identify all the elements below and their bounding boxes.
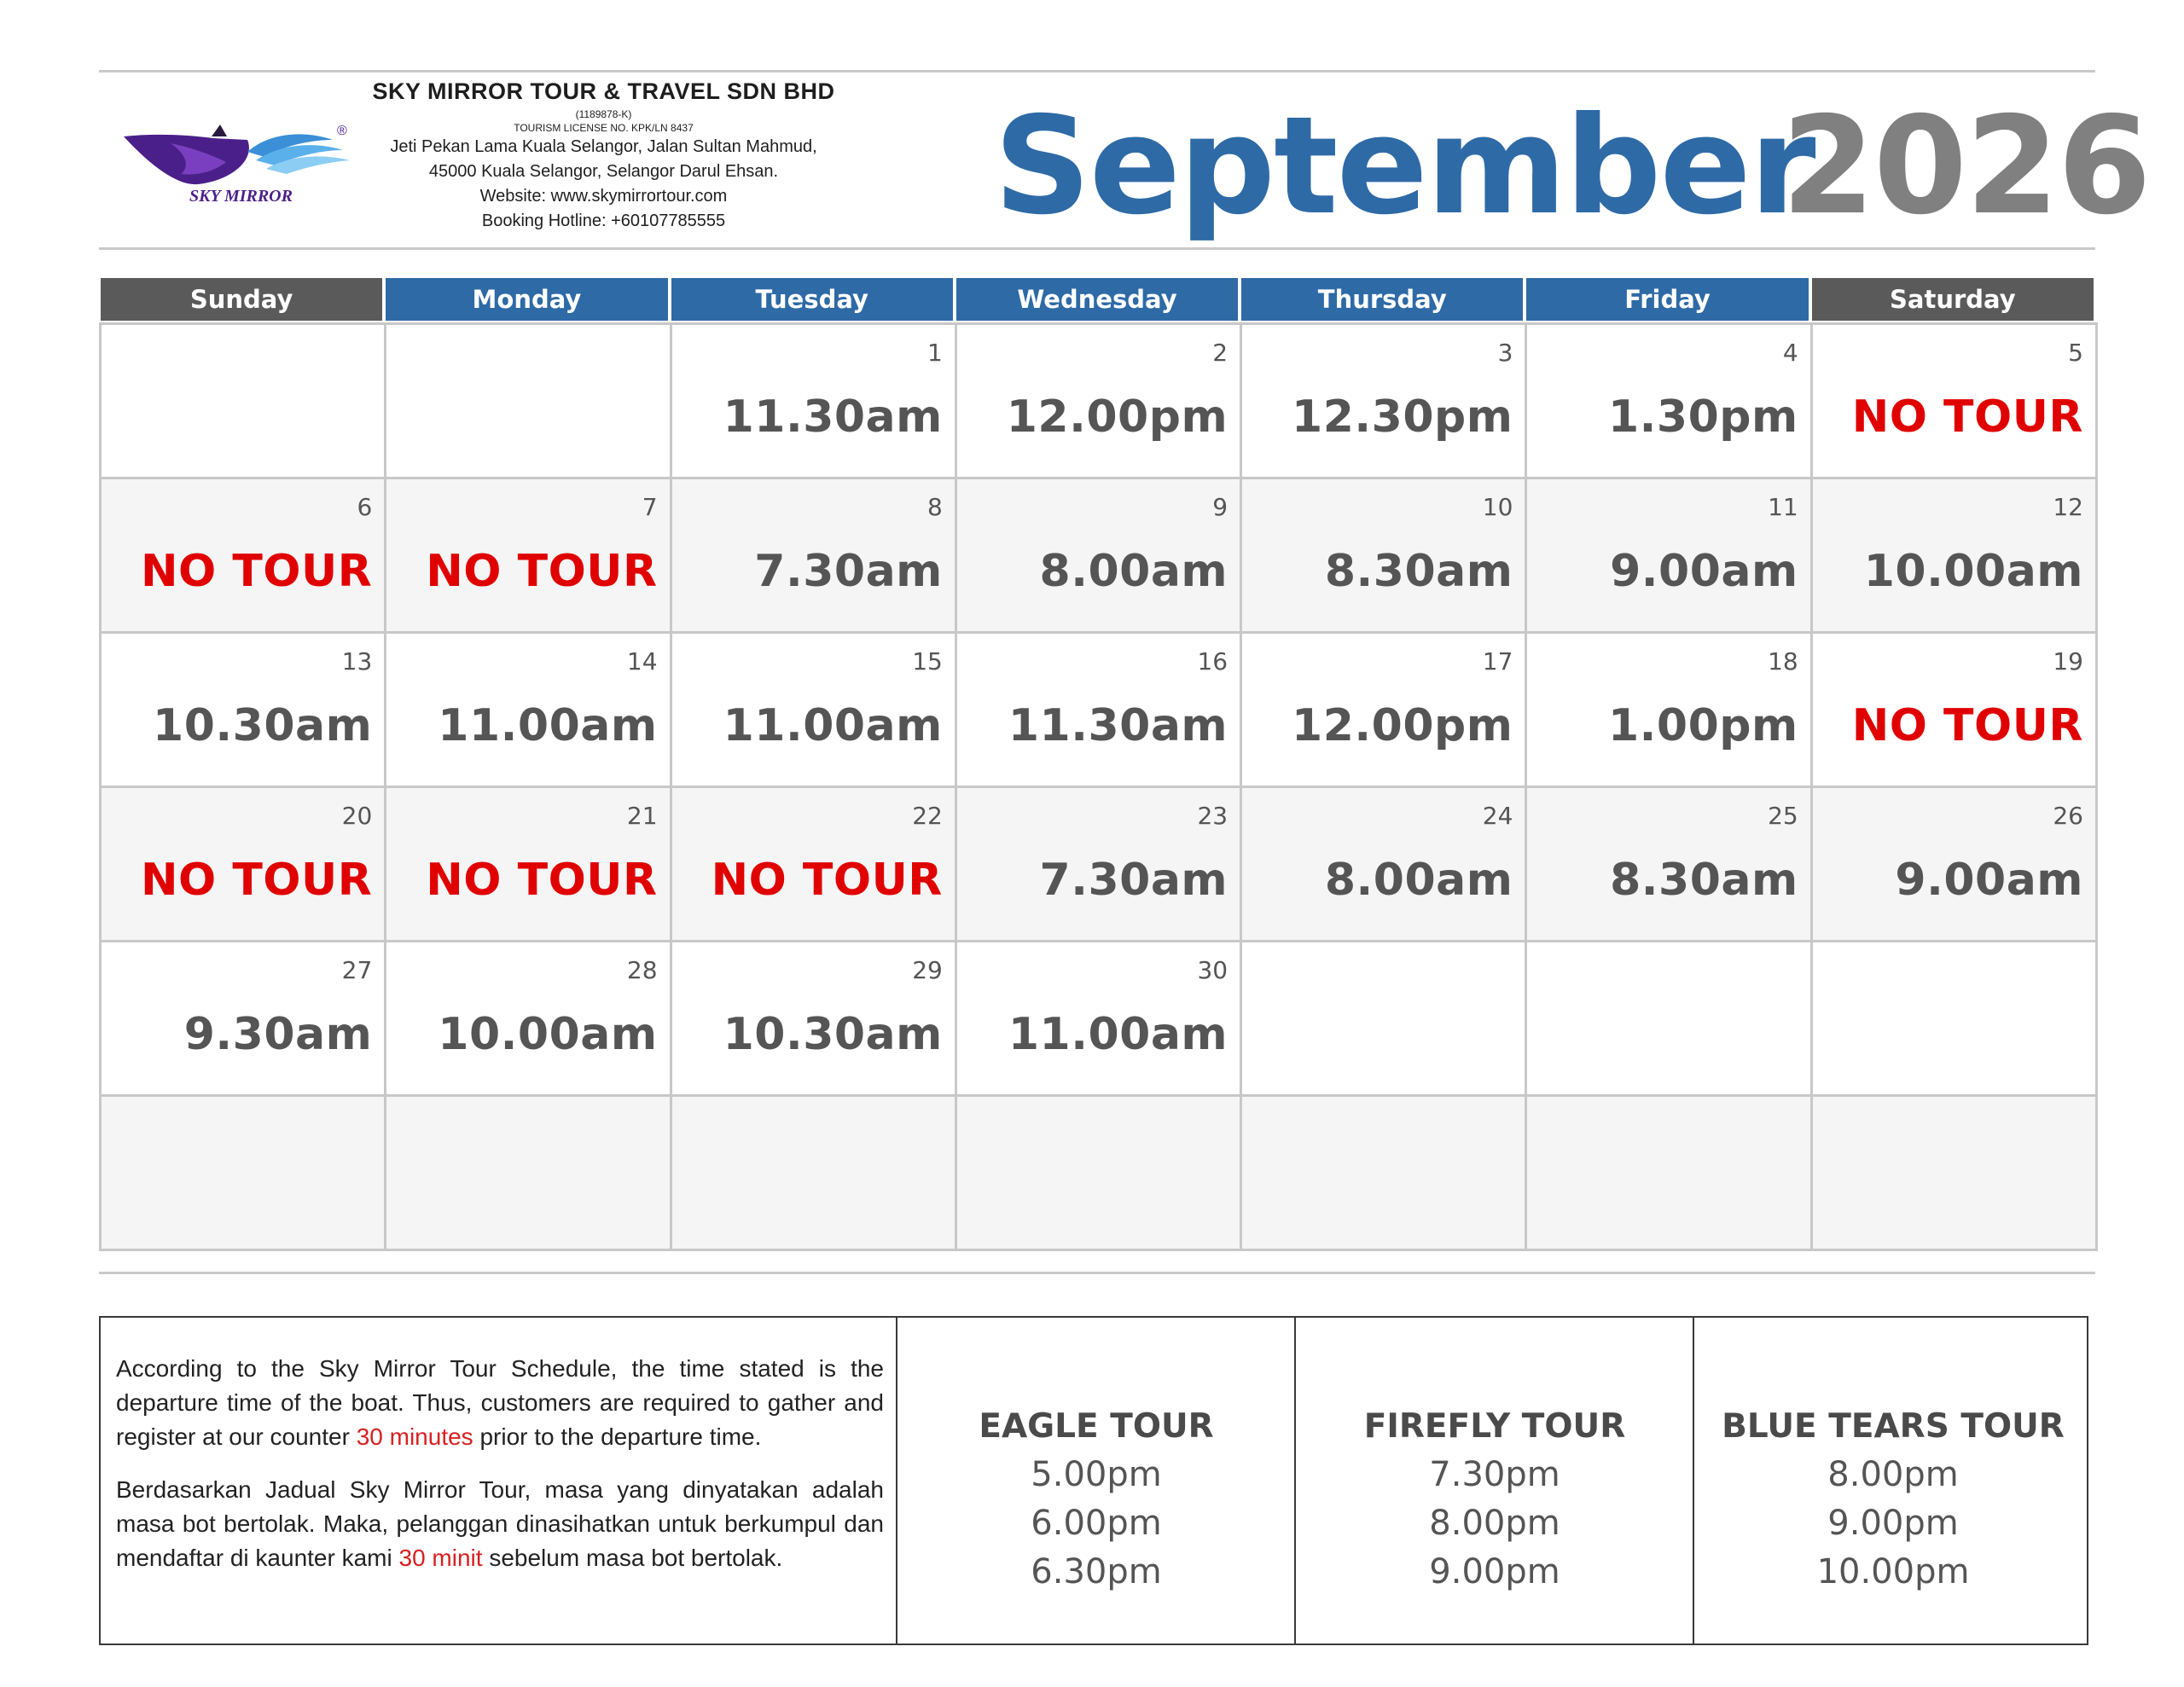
calendar-empty-cell (384, 322, 671, 479)
tour-time: 6.00pm (1031, 1504, 1162, 1543)
calendar-empty-cell (955, 1094, 1242, 1251)
day-number: 24 (1482, 802, 1513, 830)
calendar-day-24 (1240, 786, 1527, 942)
departure-time: 10.00am (438, 1009, 658, 1060)
tourism-license: TOURISM LICENSE NO. KPK/LN 8437 (514, 122, 694, 134)
no-tour-label: NO TOUR (141, 855, 373, 906)
note-malay-text: Berdasarkan Jadual Sky Mirror Tour, masa yang dinyatakan adalah masa bot bertolak. Maka, pelanggan dinasihatkan untuk berkumpul dan mendaftar di kaunter kami (116, 1476, 884, 1571)
year-title: 2026 (1781, 88, 2150, 245)
departure-time: 7.30am (1039, 855, 1228, 906)
day-number: 19 (2053, 647, 2083, 675)
day-number: 28 (626, 956, 658, 984)
day-number: 27 (341, 956, 373, 984)
departure-time: 1.00pm (1607, 700, 1798, 751)
booking-hotline: Booking Hotline: +60107785555 (481, 212, 726, 230)
calendar-grid (99, 278, 2095, 1247)
calendar-day-2 (955, 322, 1242, 479)
calendar-empty-cell (99, 322, 386, 479)
calendar-day-16 (955, 631, 1242, 788)
calendar-day-1 (670, 322, 957, 479)
note-english (116, 1352, 884, 1454)
calendar-day-21 (384, 786, 671, 942)
no-tour-label: NO TOUR (426, 546, 658, 597)
note-malay-highlight: 30 minit (398, 1545, 483, 1571)
tour-time: 9.00pm (1429, 1552, 1560, 1591)
no-tour-label: NO TOUR (1851, 700, 2083, 751)
calendar-day-4 (1525, 322, 1812, 479)
calendar-day-12 (1810, 477, 2098, 634)
note-malay-tail: sebelum masa bot bertolak. (482, 1545, 783, 1571)
calendar-day-28 (384, 940, 671, 1097)
departure-time: 11.30am (723, 391, 943, 443)
calendar-day-23 (955, 786, 1242, 942)
calendar-day-11 (1525, 477, 1812, 634)
calendar-day-6 (99, 477, 386, 634)
day-number: 22 (912, 802, 943, 830)
day-number: 16 (1197, 647, 1228, 675)
departure-time: 12.00pm (1006, 391, 1228, 443)
departure-time: 8.30am (1324, 546, 1513, 597)
no-tour-label: NO TOUR (426, 855, 658, 906)
calendar-day-8 (670, 477, 957, 634)
no-tour-label: NO TOUR (141, 546, 373, 597)
calendar-day-19 (1810, 631, 2098, 788)
no-tour-label: NO TOUR (1851, 391, 2083, 443)
day-number: 7 (642, 493, 658, 521)
departure-notes (116, 1352, 884, 1594)
departure-time: 11.00am (723, 700, 943, 751)
calendar-day-18 (1525, 631, 1812, 788)
company-name: SKY MIRROR TOUR & TRAVEL SDN BHD (372, 78, 835, 104)
departure-time: 11.30am (1008, 700, 1228, 751)
calendar-empty-cell (670, 1094, 957, 1251)
day-header-thursday: Thursday (1241, 278, 1523, 321)
note-malay (116, 1473, 884, 1575)
calendar-day-5 (1810, 322, 2098, 479)
day-number: 21 (626, 802, 658, 830)
day-header-saturday: Saturday (1812, 278, 2094, 321)
tour-time: 6.30pm (1031, 1552, 1162, 1591)
day-number: 1 (927, 339, 943, 367)
departure-time: 10.30am (153, 700, 373, 751)
calendar-empty-cell (1240, 1094, 1527, 1251)
day-header-monday: Monday (386, 278, 667, 321)
departure-time: 12.00pm (1292, 700, 1513, 751)
tour-time: 7.30pm (1429, 1455, 1560, 1494)
calendar-day-30 (955, 940, 1242, 1097)
tour-time: 8.00pm (1827, 1455, 1959, 1494)
calendar-bottom-rule (99, 1272, 2095, 1274)
day-number: 10 (1482, 493, 1513, 521)
info-box (99, 1316, 2088, 1645)
tour-name: EAGLE TOUR (979, 1407, 1214, 1446)
day-number: 18 (1768, 647, 1798, 675)
registration-number: (1189878-K) (575, 108, 632, 120)
tour-time: 10.00pm (1816, 1552, 1970, 1591)
tour-eagle (897, 1403, 1295, 1597)
address-line-1: Jeti Pekan Lama Kuala Selangor, Jalan Sultan Mahmud, (390, 137, 817, 156)
calendar-day-27 (99, 940, 386, 1097)
calendar-day-15 (670, 631, 957, 788)
day-number: 6 (357, 493, 373, 521)
tour-blue-tears (1694, 1403, 2092, 1597)
departure-time: 12.30pm (1292, 391, 1513, 443)
calendar-day-25 (1525, 786, 1812, 942)
day-header-sunday: Sunday (101, 278, 382, 321)
day-header-wednesday: Wednesday (956, 278, 1238, 321)
day-number: 2 (1212, 339, 1228, 367)
day-number: 12 (2053, 493, 2083, 521)
month-title: September (994, 88, 1815, 245)
day-number: 23 (1197, 802, 1228, 830)
top-rule (99, 70, 2095, 72)
departure-time: 11.00am (438, 700, 658, 751)
calendar-empty-cell (1525, 940, 1812, 1097)
day-number: 15 (912, 647, 943, 675)
calendar-empty-cell (1240, 940, 1527, 1097)
day-number: 20 (341, 802, 373, 830)
departure-time: 8.30am (1610, 855, 1798, 906)
calendar-empty-cell (1810, 940, 2098, 1097)
calendar-day-20 (99, 786, 386, 942)
calendar-empty-cell (384, 1094, 671, 1251)
tour-name: BLUE TEARS TOUR (1722, 1407, 2065, 1446)
departure-time: 9.30am (183, 1009, 373, 1060)
day-number: 4 (1782, 339, 1798, 367)
calendar-empty-cell (1525, 1094, 1812, 1251)
no-tour-label: NO TOUR (711, 855, 943, 906)
calendar-day-9 (955, 477, 1242, 634)
day-number: 5 (2068, 339, 2083, 367)
day-number: 11 (1768, 493, 1798, 521)
day-number: 9 (1212, 493, 1228, 521)
note-english-text: According to the Sky Mirror Tour Schedule, the time stated is the departure time of the boat. Thus, customers are required to gather and register at our counter (116, 1355, 884, 1450)
calendar-day-14 (384, 631, 671, 788)
tour-firefly (1296, 1403, 1693, 1597)
departure-time: 7.30am (754, 546, 943, 597)
departure-time: 10.00am (1863, 546, 2083, 597)
calendar-day-22 (670, 786, 957, 942)
sky-mirror-logo (119, 118, 367, 203)
day-number: 30 (1197, 956, 1228, 984)
note-english-tail: prior to the departure time. (473, 1423, 762, 1450)
tour-time: 5.00pm (1031, 1455, 1162, 1494)
day-number: 26 (2053, 802, 2083, 830)
note-english-highlight: 30 minutes (356, 1423, 473, 1450)
calendar-day-3 (1240, 322, 1527, 479)
registered-mark: ® (337, 124, 347, 138)
calendar-day-13 (99, 631, 386, 788)
day-header-tuesday: Tuesday (671, 278, 953, 321)
calendar-day-29 (670, 940, 957, 1097)
calendar-day-7 (384, 477, 671, 634)
calendar-day-10 (1240, 477, 1527, 634)
departure-time: 1.30pm (1607, 391, 1798, 443)
day-number: 14 (626, 647, 658, 675)
logo-text: SKY MIRROR (189, 187, 293, 203)
departure-time: 8.00am (1324, 855, 1513, 906)
website: Website: www.skymirrortour.com (479, 187, 728, 206)
calendar-empty-cell (99, 1094, 386, 1251)
day-header-friday: Friday (1526, 278, 1808, 321)
address-line-2: 45000 Kuala Selangor, Selangor Darul Ehsan. (428, 162, 779, 181)
day-number: 17 (1482, 647, 1513, 675)
calendar-day-26 (1810, 786, 2098, 942)
tour-name: FIREFLY TOUR (1363, 1407, 1626, 1446)
day-number: 3 (1497, 339, 1513, 367)
tour-time: 8.00pm (1429, 1504, 1560, 1543)
day-number: 29 (912, 956, 943, 984)
day-number: 25 (1768, 802, 1798, 830)
departure-time: 10.30am (723, 1009, 943, 1060)
header-bottom-rule (99, 247, 2095, 250)
day-number: 8 (927, 493, 943, 521)
calendar-empty-cell (1810, 1094, 2098, 1251)
departure-time: 11.00am (1008, 1009, 1228, 1060)
departure-time: 9.00am (1895, 855, 2083, 906)
departure-time: 9.00am (1610, 546, 1798, 597)
departure-time: 8.00am (1039, 546, 1228, 597)
company-info (341, 75, 866, 234)
day-number: 13 (341, 647, 373, 675)
calendar-day-17 (1240, 631, 1527, 788)
tour-time: 9.00pm (1827, 1504, 1959, 1543)
